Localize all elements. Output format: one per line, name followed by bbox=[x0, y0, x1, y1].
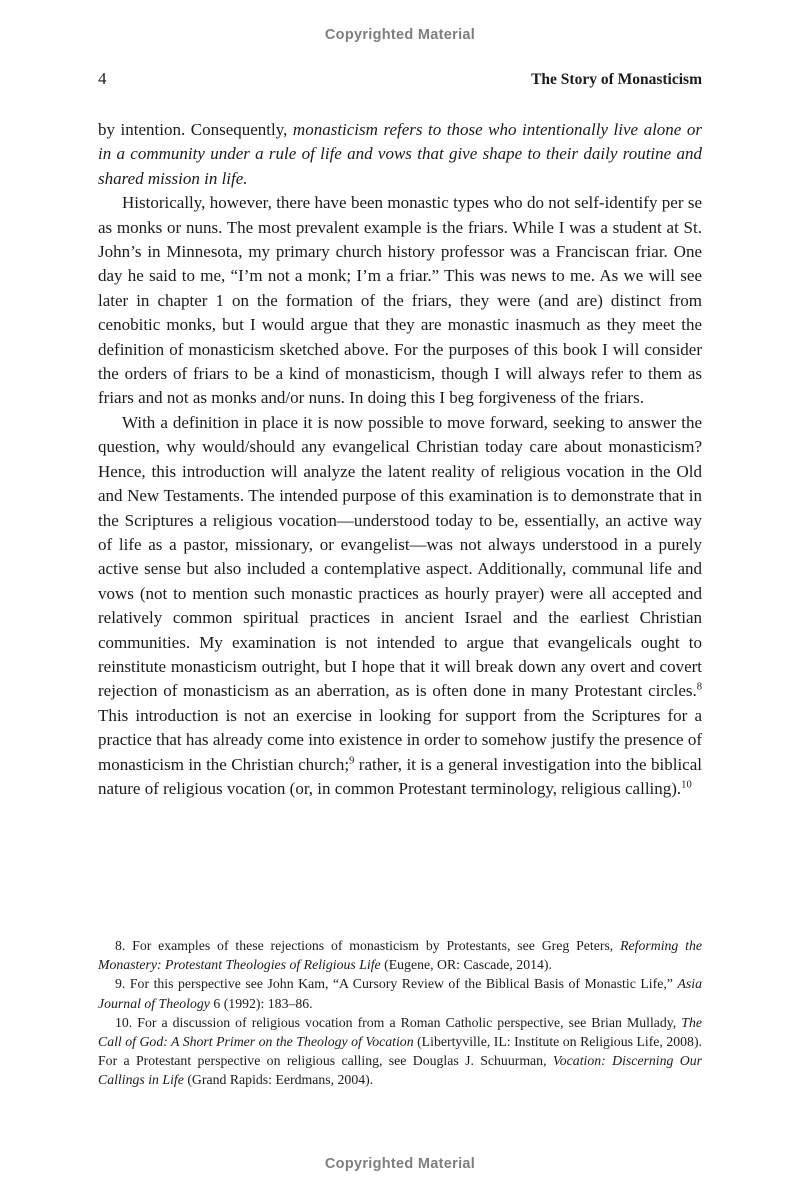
text-segment: 6 (1992): 183–86. bbox=[209, 995, 313, 1011]
footnote-reference: 9 bbox=[349, 754, 355, 766]
text-segment: With a definition in place it is now possible to move forward, seeking to answer the question, why would/should any evangelical Christian today care about monasticism? Hence, this introduction will analyze the latent reality of religious vocation in the Old and New Testaments. The intended purpose of this examination is to demonstrate that in the Scriptures a religious vocation—understood today to be, essentially, an active way of life as a pastor, missionary, or evangelist—was not always understood in a purely active sense but also included a contemplative aspect. Additionally, communal life and vows (not to mention such monastic practices as hourly prayer) were all accepted and relatively common spiritual practices in ancient Israel and the earliest Christian communities. My examination is not intended to argue that evangelicals ought to reinstitute monasticism outright, but I hope that it will break down any overt and covert rejection of monasticism as an aberration, as is often done in many Protestant circles. bbox=[98, 412, 702, 701]
text-segment: rather, it is a general investigation into the biblical nature of religious vocation (or, in common Protestant terminology, religious calling). bbox=[98, 754, 702, 798]
text-segment: Historically, however, there have been monastic types who do not self-identify per se as monks or nuns. The most prevalent example is the friars. While I was a student at St. John’s in Minnesota, my primary church history professor was a Franciscan friar. One day he said to me, “I’m not a monk; I’m a friar.” This was news to me. As we will see later in chapter 1 on the formation of the friars, they were (and are) distinct from cenobitic monks, but I would argue that they are monastic inasmuch as they meet the definition of monasticism sketched above. For the purposes of this book I will consider the orders of friars to be a kind of monasticism, though I will always refer to them as friars and not as monks and/or nuns. In doing this I beg forgiveness of the friars. bbox=[98, 193, 702, 408]
text-segment: Asia Journal of Theology bbox=[98, 976, 702, 1011]
text-segment: 9. For this perspective see John Kam, “A Cursory Review of the Biblical Basis of Monastic Life,” bbox=[115, 976, 678, 992]
text-segment: The Call of God: A Short Primer on the Theology of Vocation bbox=[98, 1014, 702, 1050]
footnote bbox=[98, 974, 702, 1012]
body-paragraph bbox=[98, 191, 702, 411]
page-header bbox=[98, 69, 702, 89]
body-paragraph bbox=[98, 411, 702, 802]
body-text bbox=[98, 118, 702, 801]
text-segment: (Libertyville, IL: Institute on Religious Life, 2008). For a Protestant perspective on religious calling, see Douglas J. Schuurman, bbox=[98, 1034, 702, 1069]
running-title: The Story of Monasticism bbox=[531, 71, 702, 88]
text-segment: This introduction is not an exercise in looking for support from the Scriptures for a practice that has already come into existence in order to somehow justify the presence of monasticism in the Christian church; bbox=[98, 705, 702, 774]
footnote-reference: 8 bbox=[696, 681, 702, 693]
text-segment: by intention. Consequently, bbox=[98, 120, 293, 139]
text-segment: Reforming the Monastery: Protestant Theologies of Religious Life bbox=[98, 938, 702, 973]
body-paragraph bbox=[98, 118, 702, 191]
copyright-notice-bottom: Copyrighted Material bbox=[324, 1156, 476, 1172]
text-segment: Vocation: Discerning Our Callings in Life bbox=[98, 1053, 703, 1088]
copyright-notice-top: Copyrighted Material bbox=[324, 27, 476, 43]
footnote bbox=[98, 1013, 702, 1090]
page-number: 4 bbox=[98, 69, 107, 88]
text-segment: 10. For a discussion of religious vocation from a Roman Catholic perspective, see Brian Mullady, bbox=[115, 1014, 682, 1030]
text-segment: (Eugene, OR: Cascade, 2014). bbox=[380, 957, 552, 973]
text-segment: (Grand Rapids: Eerdmans, 2004). bbox=[183, 1072, 374, 1088]
footnotes bbox=[98, 936, 702, 1090]
footnote-reference: 10 bbox=[681, 779, 692, 791]
text-segment: 8. For examples of these rejections of monasticism by Protestants, see Greg Peters, bbox=[115, 938, 621, 953]
text-segment: monasticism refers to those who intentionally live alone or in a community under a rule of life and vows that give shape to their daily routine and shared mission in life. bbox=[98, 120, 702, 188]
footnote bbox=[98, 936, 702, 974]
